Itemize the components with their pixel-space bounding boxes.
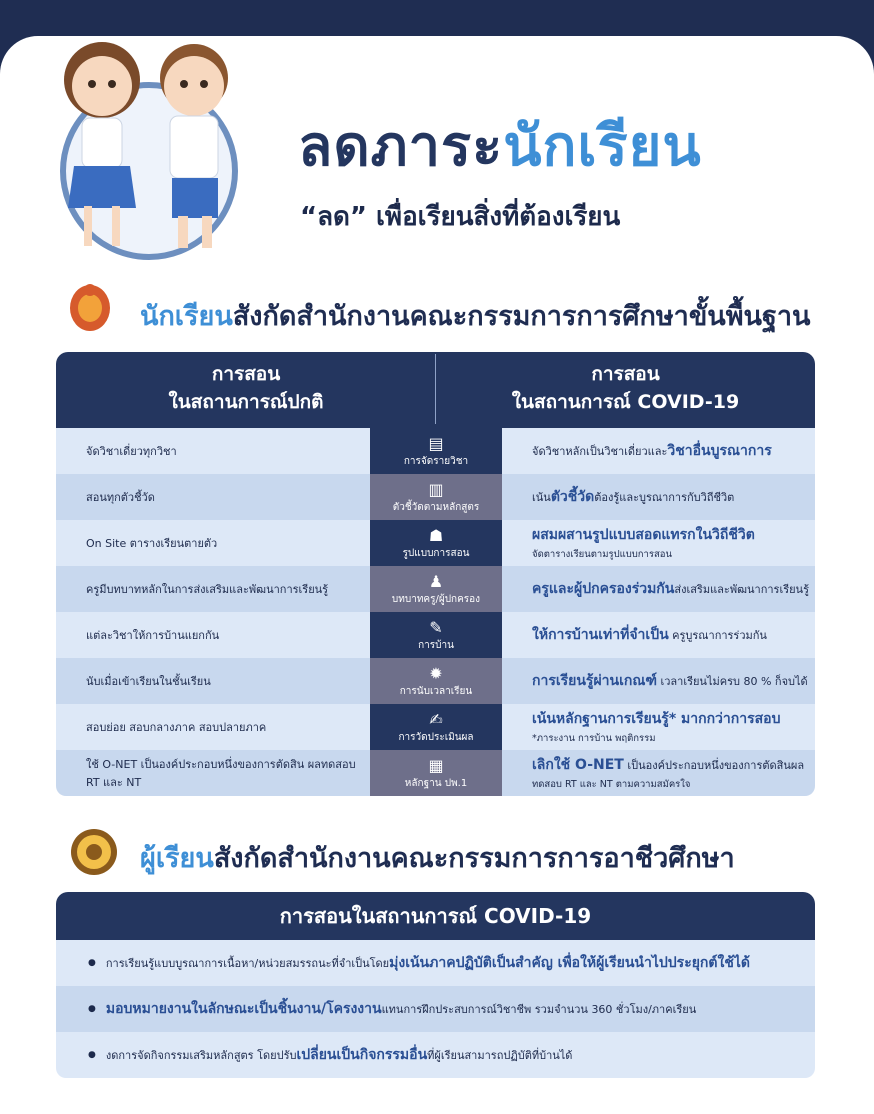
covid-cell: เลิกใช้ O-NET เป็นองค์ประกอบหนึ่งของการตัดสินผล ทดสอบ RT และ NT ตามความสมัครใจ	[532, 757, 805, 790]
covid-cell: เน้นตัวชี้วัดต้องรู้และบูรณาการกับวิถีชีวิต	[532, 488, 735, 505]
table-row	[56, 658, 815, 704]
students-illustration	[52, 20, 252, 260]
assess-icon: ✍	[429, 710, 443, 729]
book-icon: ▤	[428, 434, 444, 453]
normal-cell: On Site ตารางเรียนตายตัว	[86, 537, 218, 550]
list-item: ● มอบหมายงานในลักษณะเป็นชิ้นงาน/โครงงาน แทนการฝึกประสบการณ์วิชาชีพ รวมจำนวน 360 ชั่วโมง/ภาคเรียน	[56, 986, 815, 1032]
normal-cell: ครูมีบทบาทหลักในการส่งเสริมและพัฒนาการเรียนรู้	[86, 583, 329, 596]
chart-icon: ▥	[428, 480, 444, 499]
document-icon: ▦	[428, 756, 444, 775]
table-row	[56, 750, 815, 796]
section2-heading: ผู้เรียนสังกัดสำนักงานคณะกรรมการการอาชีวศึกษา	[140, 843, 735, 874]
table-row	[56, 474, 815, 520]
people-icon: ♟	[428, 572, 444, 591]
aspect-cell: ▦ หลักฐาน ปพ.1	[370, 750, 502, 796]
covid-cell: ให้การบ้านเท่าที่จำเป็น ครูบูรณาการร่วมกัน	[532, 626, 767, 643]
page-title: ลดภาระนักเรียน	[298, 114, 702, 179]
normal-cell: จัดวิชาเดี่ยวทุกวิชา	[86, 445, 177, 458]
table-row	[56, 612, 815, 658]
aspect-cell: ♟ บทบาทครู/ผู้ปกครอง	[370, 566, 502, 612]
aspect-cell: ☗ รูปแบบการสอน	[370, 520, 502, 566]
aspect-cell: ✍ การวัดประเมินผล	[370, 704, 502, 750]
vocational-table-body	[56, 940, 815, 1078]
aspect-cell: ✹ การนับเวลาเรียน	[370, 658, 502, 704]
table-row	[56, 704, 815, 750]
covid-cell: ผสมผสานรูปแบบสอดแทรกในวิถีชีวิต จัดตารางเรียนตามรูปแบบการสอน	[532, 527, 755, 560]
covid-column-header: การสอน ในสถานการณ์ COVID-19	[511, 363, 740, 413]
normal-cell: แต่ละวิชาให้การบ้านแยกกัน	[86, 629, 220, 642]
bullet-icon: ●	[88, 1050, 96, 1060]
vocational-table-header: การสอนในสถานการณ์ COVID-19	[56, 892, 815, 940]
clock-icon: ✹	[429, 664, 443, 683]
kids-drawing	[52, 20, 252, 260]
table-row	[56, 428, 815, 474]
covid-cell: เน้นหลักฐานการเรียนรู้* มากกว่าการสอบ *ภาระงาน การบ้าน พฤติกรรม	[532, 711, 781, 744]
normal-column-header: การสอน ในสถานการณ์ปกติ	[168, 363, 324, 413]
comparison-table-body	[56, 428, 815, 796]
aspect-cell: ▤ การจัดรายวิชา	[370, 428, 502, 474]
teach-icon: ☗	[428, 526, 444, 545]
normal-cell: ใช้ O-NET เป็นองค์ประกอบหนึ่งของการตัดสิน ผลทดสอบ RT และ NT	[86, 758, 356, 789]
aspect-cell: ▥ ตัวชี้วัดตามหลักสูตร	[370, 474, 502, 520]
comparison-table-header	[56, 352, 815, 428]
page-subtitle: “ลด” เพื่อเรียนสิ่งที่ต้องเรียน	[300, 202, 621, 232]
obec-emblem-icon	[68, 280, 112, 332]
normal-cell: สอบย่อย สอบกลางภาค สอบปลายภาค	[86, 721, 267, 734]
ovec-emblem-icon	[70, 826, 118, 878]
section1-heading: นักเรียนสังกัดสำนักงานคณะกรรมการการศึกษาขั้นพื้นฐาน	[140, 301, 811, 332]
table-row	[56, 566, 815, 612]
normal-cell: สอนทุกตัวชี้วัด	[86, 491, 155, 504]
list-item: ● การเรียนรู้แบบบูรณาการเนื้อหา/หน่วยสมรรถนะที่จำเป็นโดย มุ่งเน้นภาคปฏิบัติเป็นสำคัญ เพื่อให้ผู้เรียนนำไปประยุกต์ใช้ได้	[56, 940, 815, 986]
bullet-icon: ●	[88, 1004, 96, 1014]
covid-cell: ครูและผู้ปกครองร่วมกันส่งเสริมและพัฒนาการเรียนรู้	[532, 580, 809, 597]
homework-icon: ✎	[429, 618, 443, 637]
covid-cell: จัดวิชาหลักเป็นวิชาเดี่ยวและวิชาอื่นบูรณาการ	[532, 442, 772, 459]
bullet-icon: ●	[88, 958, 96, 968]
covid-cell: การเรียนรู้ผ่านเกณฑ์ เวลาเรียนไม่ครบ 80 % ก็จบได้	[532, 672, 808, 689]
aspect-cell: ✎ การบ้าน	[370, 612, 502, 658]
normal-cell: นับเมื่อเข้าเรียนในชั้นเรียน	[86, 675, 211, 688]
list-item: ● งดการจัดกิจกรรมเสริมหลักสูตร โดยปรับ เปลี่ยนเป็นกิจกรรมอื่น ที่ผู้เรียนสามารถปฏิบัติที่บ้านได้	[56, 1032, 815, 1078]
table-row	[56, 520, 815, 566]
